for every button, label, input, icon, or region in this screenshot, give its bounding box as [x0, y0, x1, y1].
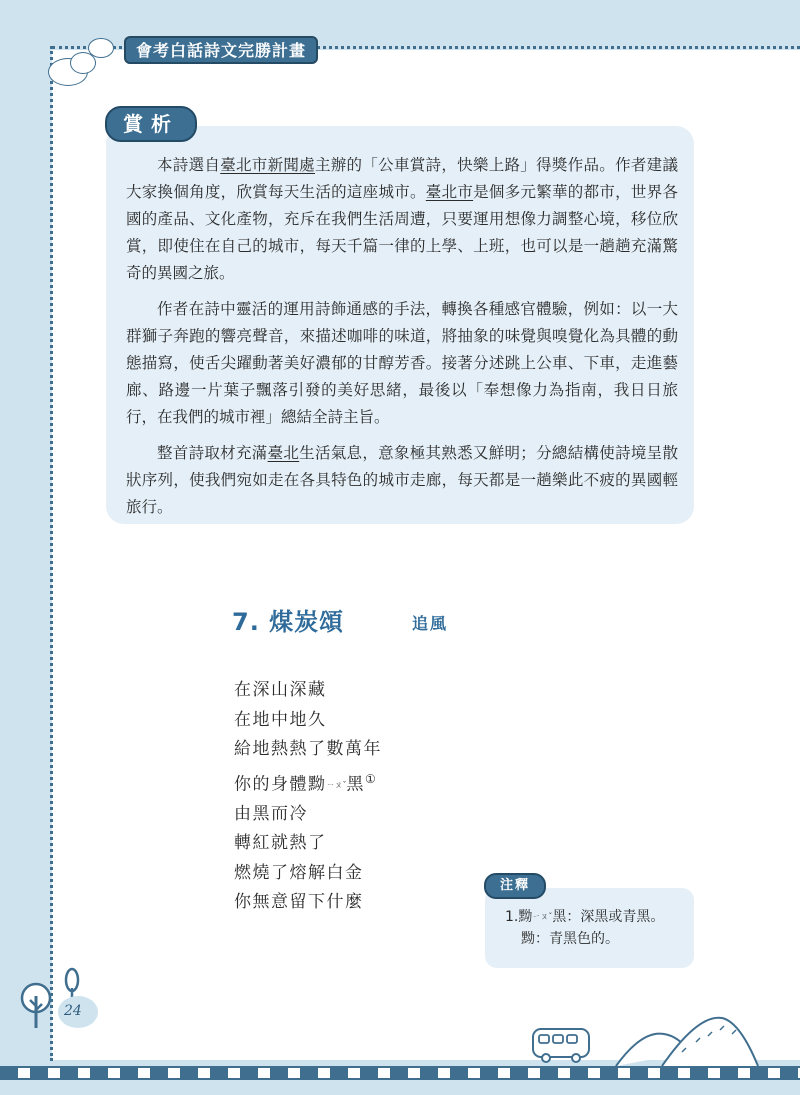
organization-name: 新聞處 — [267, 156, 315, 174]
poem-line: 燃燒了熔解白金 — [234, 862, 364, 883]
text-segment: 你的身體黝 — [234, 774, 327, 795]
analysis-badge: 賞析 — [105, 106, 197, 142]
footer-film-strip — [0, 1066, 800, 1080]
mountains-icon — [612, 1012, 762, 1068]
note-badge: 注釋 — [484, 873, 546, 899]
poem-line — [234, 765, 382, 800]
poem-line: 在地中地久 — [234, 709, 327, 730]
note-item — [505, 906, 685, 928]
note-marker: ① — [365, 771, 376, 786]
text-segment: 整首詩取材充滿 — [157, 444, 268, 462]
text-segment: 生活氣息，意象極其熟悉又鮮明；分總結構使詩境呈散狀序列，使我們宛如走在各具特色的城市走廊，每天都是一趟樂此不疲的異國輕旅行。 — [126, 444, 678, 516]
analysis-paragraph-1 — [126, 152, 678, 287]
place-name: 臺北市 — [220, 156, 268, 174]
analysis-paragraph-3 — [126, 440, 678, 521]
poem-author: 追風 — [412, 614, 449, 633]
place-name: 臺北 — [267, 444, 300, 462]
poem-body — [234, 676, 382, 918]
zhuyin-annotation: ㄧㄡˇ — [326, 779, 347, 789]
poem-line: 轉紅就熱了 — [234, 833, 327, 854]
left-dotted-border — [50, 46, 53, 1061]
text-segment: 黑 — [346, 774, 365, 795]
zhuyin-annotation: ㄧㄡˇ — [532, 912, 553, 921]
analysis-text — [126, 152, 678, 530]
place-name: 臺北市 — [425, 183, 474, 201]
poem-line: 給地熱熱了數萬年 — [234, 739, 382, 759]
note-definition: 黝：青黑色的。 — [521, 931, 619, 947]
book-title-tag: 會考白話詩文完勝計畫 — [124, 36, 318, 64]
text-segment: 是個多元繁華的都市，世界各國的產品、文化產物，充斥在我們生活周遭，只要運用想像力調整心境，移位欣賞，即使住在自己的城市，每天千篇一律的上學、上班，也可以是一趟趟充滿驚奇的異國之旅。 — [126, 183, 678, 282]
poem-line: 你無意留下什麼 — [234, 892, 364, 913]
poem-line: 由黑而冷 — [234, 803, 308, 824]
text-segment: 本詩選自 — [157, 156, 221, 174]
note-text — [505, 906, 685, 950]
text-segment: 黑：深黑或青黑。 — [552, 909, 665, 925]
page-number: 24 — [64, 1003, 82, 1019]
bus-icon — [530, 1025, 594, 1065]
text-segment: 1.黝 — [505, 909, 533, 925]
text-segment: 主辦的「公車賞詩，快樂上路」得獎作品。作者建議大家換個角度，欣賞每天生活的這座城市。 — [126, 156, 678, 201]
poem-line: 在深山深藏 — [234, 680, 327, 700]
poem-title: 7. 煤炭頌 — [232, 608, 345, 636]
analysis-paragraph-2: 作者在詩中靈活的運用詩飾通感的手法，轉換各種感官體驗，例如：以一大群獅子奔跑的響亮聲音，來描述咖啡的味道，將抽象的味覺與嗅覺化為具體的動態描寫，使舌尖躍動著美好濃郁的甘醇芳香。接著分述跳上公車、下車，走進藝廊、路邊一片葉子飄落引發的美好思緒，最後以「奉想像力為指南，我日日旅行，在我們的城市裡」總結全詩主旨。 — [126, 300, 678, 426]
